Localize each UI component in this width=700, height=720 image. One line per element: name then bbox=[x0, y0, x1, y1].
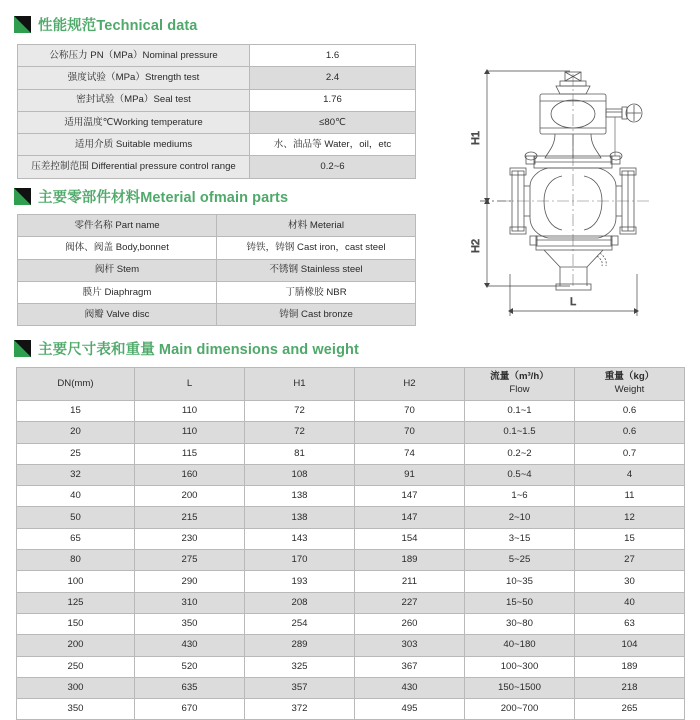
dimensions-cell-weight: 12 bbox=[575, 507, 685, 528]
technical-value-3: ≤80℃ bbox=[250, 111, 416, 133]
table-row bbox=[17, 422, 685, 443]
dimensions-cell-weight: 265 bbox=[575, 699, 685, 720]
dimensions-cell-h2: 227 bbox=[355, 592, 465, 613]
section-heading-dimensions-label: 主要尺寸表和重量 Main dimensions and weight bbox=[38, 342, 359, 358]
dimensions-cell-weight: 11 bbox=[575, 486, 685, 507]
dimensions-cell-flow: 10~35 bbox=[465, 571, 575, 592]
dimensions-cell-flow: 30~80 bbox=[465, 613, 575, 634]
dimension-line-l bbox=[508, 274, 639, 316]
section-heading-technical-label: 性能规范Technical data bbox=[38, 18, 198, 34]
table-row bbox=[17, 677, 685, 698]
dimensions-cell-h1: 138 bbox=[245, 507, 355, 528]
dimensions-header-h2: H2 bbox=[355, 368, 465, 401]
dimensions-cell-flow: 3~15 bbox=[465, 528, 575, 549]
parts-material-1: 不锈钢 Stainless steel bbox=[217, 259, 416, 281]
dimensions-cell-h1: 325 bbox=[245, 656, 355, 677]
dimensions-cell-h1: 72 bbox=[245, 422, 355, 443]
dimensions-cell-weight: 0.7 bbox=[575, 443, 685, 464]
technical-value-0: 1.6 bbox=[250, 45, 416, 67]
table-row bbox=[17, 699, 685, 720]
table-header-row bbox=[18, 215, 416, 237]
technical-label-3: 适用温度℃Working temperature bbox=[18, 111, 250, 133]
dimensions-cell-l: 520 bbox=[135, 656, 245, 677]
dimensions-cell-dn: 150 bbox=[17, 613, 135, 634]
dimensions-cell-weight: 27 bbox=[575, 550, 685, 571]
dimensions-cell-flow: 5~25 bbox=[465, 550, 575, 571]
dimensions-cell-h2: 211 bbox=[355, 571, 465, 592]
main-dimensions-table bbox=[16, 367, 685, 720]
parts-header-material: 材料 Meterial bbox=[217, 215, 416, 237]
dimensions-cell-flow: 0.1~1 bbox=[465, 401, 575, 422]
dimensions-cell-h1: 72 bbox=[245, 401, 355, 422]
dimensions-cell-flow: 1~6 bbox=[465, 486, 575, 507]
technical-data-table bbox=[17, 44, 416, 179]
parts-part-2: 膜片 Diaphragm bbox=[18, 281, 217, 303]
dimensions-cell-weight: 4 bbox=[575, 464, 685, 485]
valve-diaphragm-chamber bbox=[544, 250, 606, 290]
dimensions-cell-weight: 15 bbox=[575, 528, 685, 549]
dimensions-cell-l: 200 bbox=[135, 486, 245, 507]
dimensions-cell-dn: 80 bbox=[17, 550, 135, 571]
table-row bbox=[17, 443, 685, 464]
dimensions-cell-h2: 70 bbox=[355, 401, 465, 422]
parts-material-0: 铸铁，铸钢 Cast iron，cast steel bbox=[217, 237, 416, 259]
parts-material-3: 铸铜 Cast bronze bbox=[217, 304, 416, 326]
dimensions-cell-h2: 430 bbox=[355, 677, 465, 698]
table-row bbox=[18, 89, 416, 111]
dimensions-header-flow-en: Flow bbox=[509, 384, 530, 395]
dimensions-header-flow bbox=[465, 368, 575, 401]
table-row bbox=[18, 304, 416, 326]
dimensions-cell-flow: 200~700 bbox=[465, 699, 575, 720]
dimensions-header-flow-cn: 流量（m³/h） bbox=[490, 371, 549, 383]
dimensions-cell-l: 115 bbox=[135, 443, 245, 464]
dimensions-cell-weight: 104 bbox=[575, 635, 685, 656]
dimensions-cell-dn: 25 bbox=[17, 443, 135, 464]
dimensions-header-h1: H1 bbox=[245, 368, 355, 401]
dimensions-cell-h1: 357 bbox=[245, 677, 355, 698]
dimensions-cell-l: 290 bbox=[135, 571, 245, 592]
dimensions-cell-h2: 303 bbox=[355, 635, 465, 656]
table-row bbox=[17, 507, 685, 528]
dimensions-header-weight-cn: 重量（kg） bbox=[604, 371, 655, 383]
dimensions-cell-dn: 200 bbox=[17, 635, 135, 656]
table-row bbox=[18, 134, 416, 156]
dimension-label-h2: H2 bbox=[470, 238, 482, 254]
technical-label-4: 适用介质 Suitable mediums bbox=[18, 134, 250, 156]
technical-label-1: 强度试验（MPa）Strength test bbox=[18, 67, 250, 89]
table-row bbox=[17, 592, 685, 613]
dimensions-cell-l: 310 bbox=[135, 592, 245, 613]
dimensions-cell-h1: 372 bbox=[245, 699, 355, 720]
technical-value-1: 2.4 bbox=[250, 67, 416, 89]
dimensions-header-l: L bbox=[135, 368, 245, 401]
dimensions-cell-flow: 15~50 bbox=[465, 592, 575, 613]
technical-label-0: 公称压力 PN（MPa）Nominal pressure bbox=[18, 45, 250, 67]
table-row bbox=[18, 156, 416, 178]
dimensions-cell-l: 350 bbox=[135, 613, 245, 634]
dimensions-cell-h2: 367 bbox=[355, 656, 465, 677]
table-row bbox=[17, 656, 685, 677]
technical-value-4: 水、油品等 Water，oil，etc bbox=[250, 134, 416, 156]
dimension-label-l: L bbox=[569, 296, 577, 308]
dimensions-cell-dn: 50 bbox=[17, 507, 135, 528]
dimensions-cell-h1: 254 bbox=[245, 613, 355, 634]
technical-label-2: 密封试验（MPa）Seal test bbox=[18, 89, 250, 111]
dimensions-cell-dn: 65 bbox=[17, 528, 135, 549]
table-row bbox=[17, 613, 685, 634]
dimensions-cell-weight: 0.6 bbox=[575, 422, 685, 443]
valve-adjusting-knob bbox=[606, 104, 642, 122]
parts-part-0: 阀体、阀盖 Body,bonnet bbox=[18, 237, 217, 259]
dimensions-header-weight-en: Weight bbox=[614, 384, 645, 395]
valve-sectional-drawing bbox=[452, 46, 692, 336]
table-row bbox=[17, 464, 685, 485]
dimensions-cell-h1: 289 bbox=[245, 635, 355, 656]
dimensions-cell-l: 230 bbox=[135, 528, 245, 549]
dimensions-cell-weight: 63 bbox=[575, 613, 685, 634]
technical-label-5: 压差控制范围 Differential pressure control range bbox=[18, 156, 250, 178]
table-row bbox=[18, 281, 416, 303]
dimensions-header-dn: DN(mm) bbox=[17, 368, 135, 401]
dimensions-cell-h1: 81 bbox=[245, 443, 355, 464]
valve-drawing-svg bbox=[452, 46, 692, 336]
table-row bbox=[18, 237, 416, 259]
dimensions-cell-h1: 193 bbox=[245, 571, 355, 592]
parts-part-1: 阀杆 Stem bbox=[18, 259, 217, 281]
dimension-label-h1: H1 bbox=[470, 130, 482, 146]
table-row bbox=[17, 486, 685, 507]
dimensions-header-weight bbox=[575, 368, 685, 401]
valve-bonnet-flange bbox=[525, 152, 622, 168]
technical-value-5: 0.2~6 bbox=[250, 156, 416, 178]
dimensions-cell-dn: 40 bbox=[17, 486, 135, 507]
dimensions-cell-dn: 250 bbox=[17, 656, 135, 677]
dimensions-cell-l: 635 bbox=[135, 677, 245, 698]
dimensions-cell-h1: 138 bbox=[245, 486, 355, 507]
table-header-row bbox=[17, 368, 685, 401]
dimensions-cell-h1: 143 bbox=[245, 528, 355, 549]
dimensions-cell-l: 110 bbox=[135, 422, 245, 443]
section-heading-technical bbox=[0, 14, 197, 35]
dimensions-cell-l: 670 bbox=[135, 699, 245, 720]
table-row bbox=[18, 67, 416, 89]
dimensions-cell-h2: 147 bbox=[355, 486, 465, 507]
dimensions-cell-weight: 30 bbox=[575, 571, 685, 592]
dimensions-cell-h2: 189 bbox=[355, 550, 465, 571]
dimensions-cell-l: 215 bbox=[135, 507, 245, 528]
dimensions-cell-h2: 154 bbox=[355, 528, 465, 549]
dimensions-cell-flow: 150~1500 bbox=[465, 677, 575, 698]
dimensions-cell-l: 110 bbox=[135, 401, 245, 422]
dimensions-cell-weight: 218 bbox=[575, 677, 685, 698]
main-parts-material-table bbox=[17, 214, 416, 326]
heading-marker-icon bbox=[14, 340, 31, 357]
heading-marker-icon bbox=[14, 16, 31, 33]
dimensions-cell-flow: 0.1~1.5 bbox=[465, 422, 575, 443]
technical-value-2: 1.76 bbox=[250, 89, 416, 111]
dimensions-cell-weight: 0.6 bbox=[575, 401, 685, 422]
dimensions-cell-weight: 189 bbox=[575, 656, 685, 677]
dimensions-cell-h2: 91 bbox=[355, 464, 465, 485]
table-row bbox=[18, 45, 416, 67]
dimensions-cell-h1: 208 bbox=[245, 592, 355, 613]
section-heading-parts bbox=[0, 186, 288, 207]
dimension-lines bbox=[480, 69, 570, 288]
dimensions-cell-l: 430 bbox=[135, 635, 245, 656]
valve-neck-upper bbox=[545, 134, 601, 158]
table-row bbox=[17, 571, 685, 592]
dimensions-cell-dn: 300 bbox=[17, 677, 135, 698]
dimensions-cell-flow: 0.2~2 bbox=[465, 443, 575, 464]
dimensions-cell-h1: 108 bbox=[245, 464, 355, 485]
dimensions-cell-dn: 125 bbox=[17, 592, 135, 613]
table-row bbox=[18, 111, 416, 133]
table-row bbox=[17, 550, 685, 571]
dimensions-cell-dn: 32 bbox=[17, 464, 135, 485]
dimensions-cell-h1: 170 bbox=[245, 550, 355, 571]
table-row bbox=[17, 635, 685, 656]
parts-part-3: 阀瓣 Valve disc bbox=[18, 304, 217, 326]
dimensions-cell-h2: 70 bbox=[355, 422, 465, 443]
dimensions-cell-dn: 20 bbox=[17, 422, 135, 443]
dimensions-cell-dn: 15 bbox=[17, 401, 135, 422]
dimensions-cell-l: 160 bbox=[135, 464, 245, 485]
dimensions-cell-h2: 74 bbox=[355, 443, 465, 464]
section-heading-dimensions bbox=[0, 338, 359, 359]
dimensions-cell-h2: 260 bbox=[355, 613, 465, 634]
dimensions-cell-l: 275 bbox=[135, 550, 245, 571]
heading-marker-icon bbox=[14, 188, 31, 205]
parts-material-2: 丁腈橡胶 NBR bbox=[217, 281, 416, 303]
dimensions-cell-h2: 147 bbox=[355, 507, 465, 528]
table-row bbox=[17, 401, 685, 422]
parts-header-part: 零件名称 Part name bbox=[18, 215, 217, 237]
dimensions-cell-weight: 40 bbox=[575, 592, 685, 613]
section-heading-parts-label: 主要零部件材料Meterial ofmain parts bbox=[38, 190, 289, 206]
dimensions-cell-flow: 2~10 bbox=[465, 507, 575, 528]
dimensions-cell-dn: 100 bbox=[17, 571, 135, 592]
table-row bbox=[17, 528, 685, 549]
dimensions-cell-flow: 100~300 bbox=[465, 656, 575, 677]
dimensions-cell-h2: 495 bbox=[355, 699, 465, 720]
dimensions-cell-dn: 350 bbox=[17, 699, 135, 720]
dimensions-cell-flow: 0.5~4 bbox=[465, 464, 575, 485]
dimensions-cell-flow: 40~180 bbox=[465, 635, 575, 656]
table-row bbox=[18, 259, 416, 281]
